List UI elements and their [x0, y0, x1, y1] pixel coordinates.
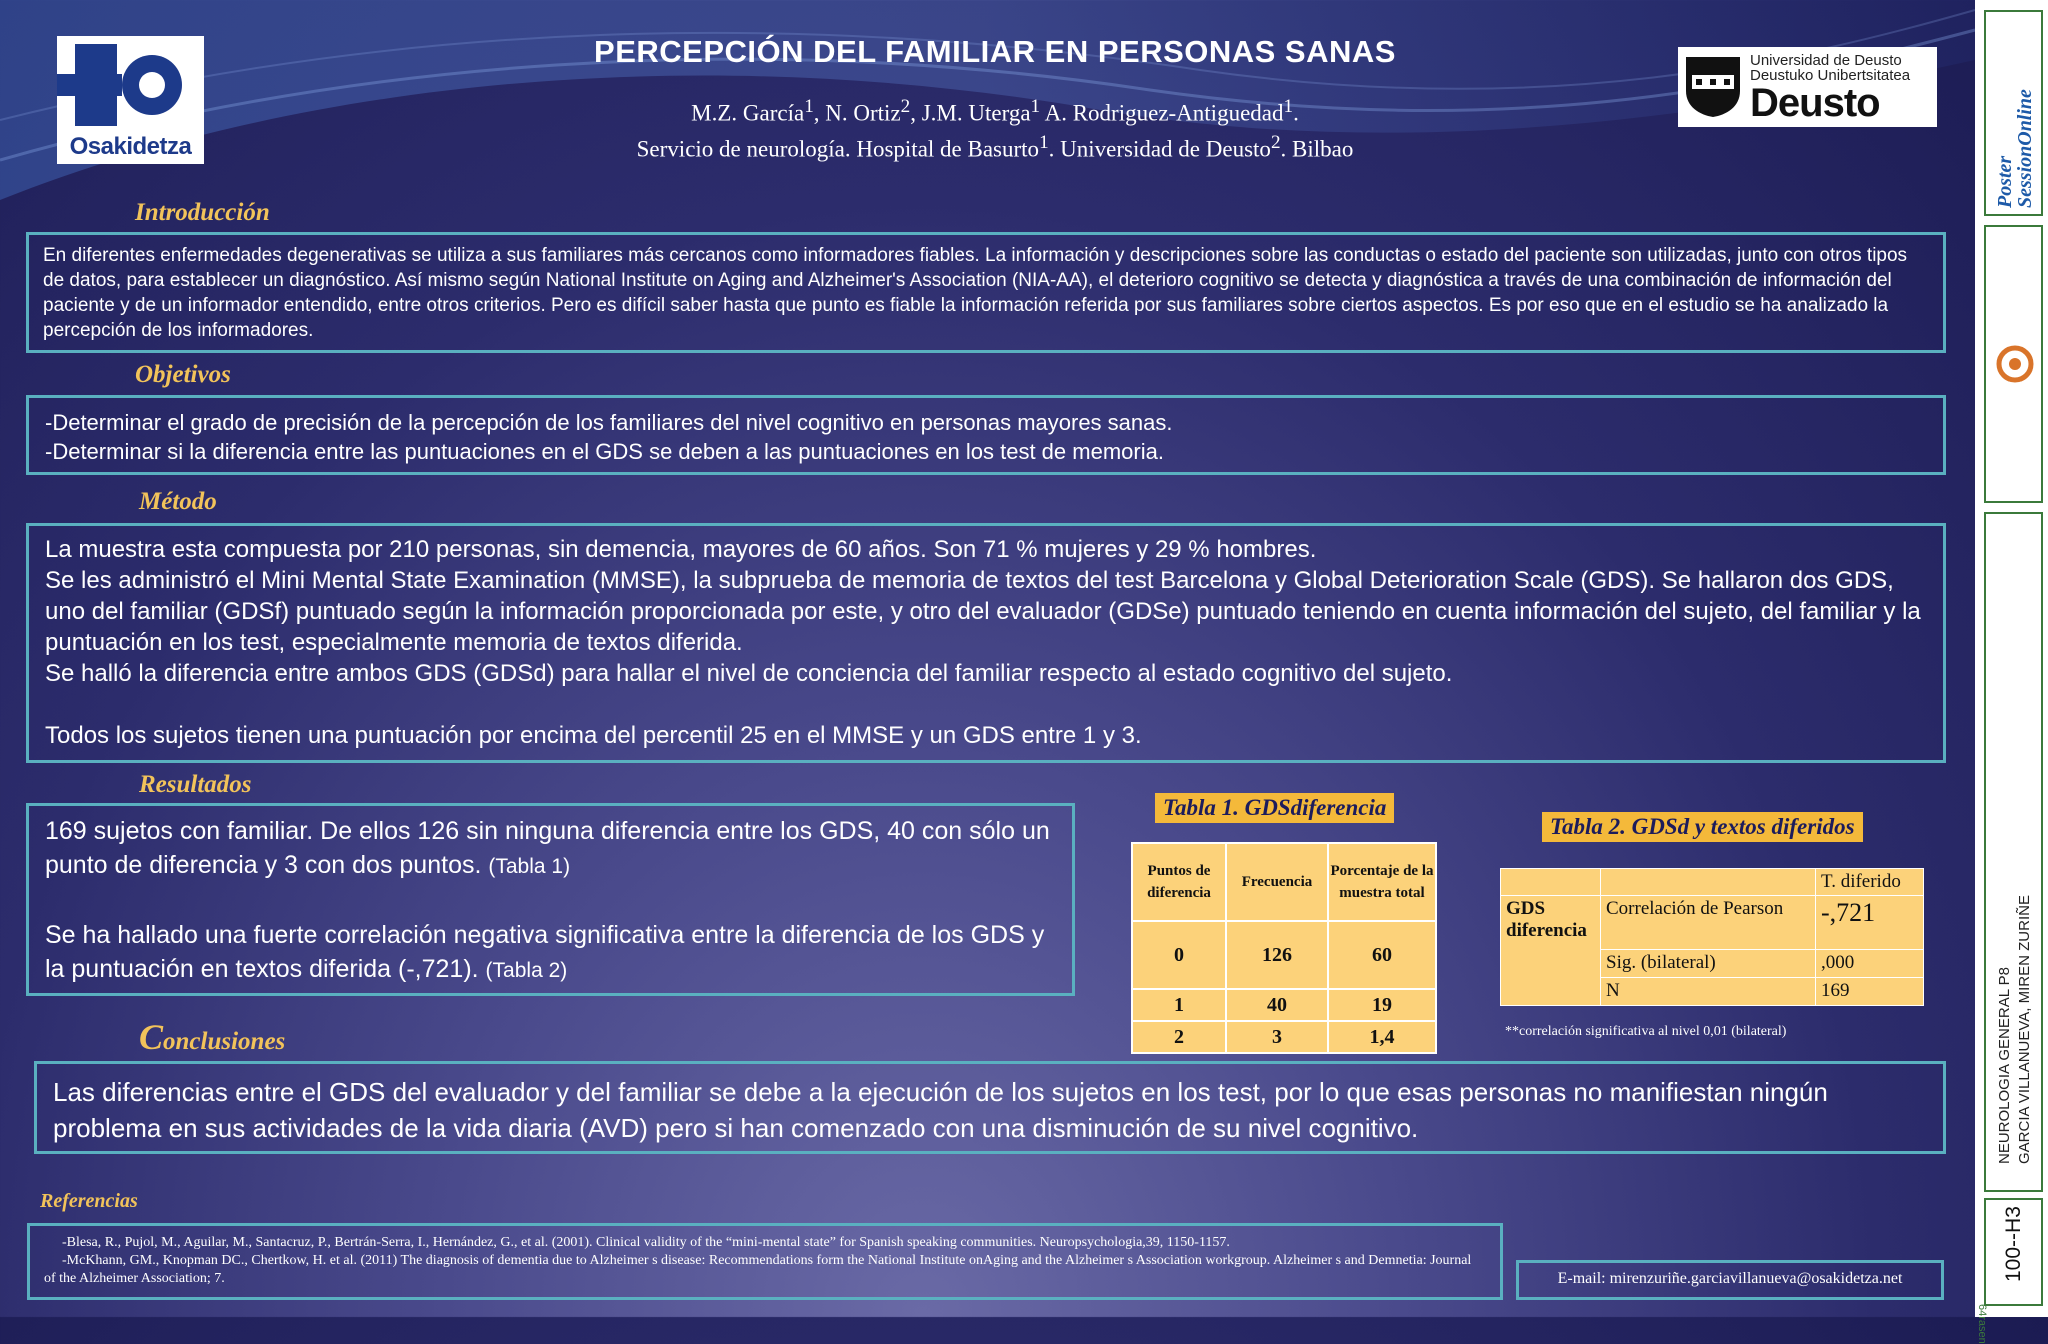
deusto-shield-icon: [1684, 55, 1742, 119]
table-header-cell: Porcentaje de la muestra total: [1328, 843, 1436, 921]
metodo-paragraph: Todos los sujetos tienen una puntuación por encima del percentil 25 en el MMSE y un GDS entre 1 y 3.: [45, 722, 1142, 749]
table-header-cell: Puntos de diferencia: [1132, 843, 1226, 921]
metodo-paragraph: La muestra esta compuesta por 210 personas, sin demencia, mayores de 60 años. Son 71 % mujeres y 29 % hombres.: [45, 536, 1317, 563]
referencia-item: -Blesa, R., Pujol, M., Aguilar, M., Santacruz, P., Bertrán-Serra, I., Hernández, G., et al. (2001). Clinical validity of the “mini-mental state” for Spanish speaking communities. Neuropsychologia,39, 1150-1157.: [62, 1235, 1230, 1250]
poster-title: PERCEPCIÓN DEL FAMILIAR EN PERSONAS SANAS: [594, 34, 1396, 69]
introduccion-text: En diferentes enfermedades degenerativas se utiliza a sus familiares más cercanos como informadores fiables. La información y descripciones sobre las conductas o estado del paciente son utilizadas, junto con otros tipos de datos, para establecer un diagnóstico. Así mismo según National Institute on Aging and Alzheimer's Association (NIA-AA), el deterioro cognitivo se detecta y diagnóstica a través de una combinación de información del paciente y de un informador entendido, entre otros criterios. Pero es difícil saber hasta que punto es fiable la información referida por sus familiares sobre ciertos aspectos. Es por eso que en el estudio se ha analizado la percepción de los informadores.: [43, 245, 1908, 341]
osakidetza-logo: [57, 36, 204, 164]
table-cell: 0: [1132, 921, 1226, 989]
resultados-paragraph: Se ha hallado una fuerte correlación negativa significativa entre la diferencia de los GDS y la puntuación en textos diferida (-,721). (Tabla 2): [45, 921, 1045, 983]
deusto-name-eu: Deustuko Unibertsitatea: [1750, 67, 1911, 84]
objetivos-heading: Objetivos: [135, 361, 231, 388]
referencia-item: -McKhann, GM., Knopman DC., Chertkow, H. et al. (2011) The diagnosis of dementia due to Alzheimer s disease: Recommendations form the National Institute onAging and the Alzheimer s Association workgroup. Alzheimer s and Demnetia: Journal of the Alzheimer Association; 7.: [44, 1253, 1472, 1286]
brand-word-session: SessionOnline: [2014, 89, 2036, 208]
sponsor-emblem-icon: [1996, 337, 2034, 391]
tabla1-caption: Tabla 1. GDSdiferencia: [1155, 793, 1394, 823]
osakidetza-name: Osakidetza: [69, 133, 192, 160]
objetivo-item: -Determinar el grado de precisión de la percepción de los familiares del nivel cognitivo en personas mayores sanas.: [45, 410, 1173, 435]
table-row: [1132, 1021, 1436, 1053]
table-cell: 60: [1328, 921, 1436, 989]
deusto-logo: [1678, 47, 1937, 127]
table-cell: 2: [1132, 1021, 1226, 1053]
email-box: [1516, 1260, 1944, 1300]
poster-code: 100--H3: [2002, 1206, 2025, 1282]
sidebar-category: NEUROLOGIA GENERAL P8: [1996, 966, 2013, 1164]
table-cell: Correlación de Pearson: [1601, 896, 1816, 950]
poster-authors: M.Z. García$^1$, N. Ortiz$^2$, J.M. Uterga$^1$ A. Rodriguez-Antiguedad$^1$.: [691, 96, 1299, 126]
metodo-box: [26, 523, 1946, 763]
poster-info-box: [1984, 512, 2043, 1192]
table-cell: 3: [1226, 1021, 1328, 1053]
tabla2-caption: Tabla 2. GDSd y textos diferidos: [1542, 812, 1863, 842]
introduccion-box: [26, 232, 1946, 353]
table-cell: N: [1601, 978, 1816, 1006]
poster-session-brand: [1984, 10, 2043, 216]
conclusiones-text: Las diferencias entre el GDS del evaluador y del familiar se debe a la ejecución de los sujetos en los test, por lo que esas personas no manifiestan ningún problema en sus actividades de la vida diaria (AVD) pero si han comenzado con una disminución de su nivel cognitivo.: [53, 1077, 1828, 1143]
deusto-name-es: Universidad de Deusto: [1750, 52, 1902, 69]
objetivos-box: [26, 395, 1946, 475]
referencias-box: [27, 1223, 1503, 1300]
tabla2: [1500, 868, 1924, 1006]
referencias-heading: Referencias: [40, 1190, 138, 1212]
table-cell: -,721: [1816, 896, 1924, 950]
resultados-paragraph: 169 sujetos con familiar. De ellos 126 sin ninguna diferencia entre los GDS, 40 con sólo un punto de diferencia y 3 con dos puntos. (Tabla 1): [45, 817, 1050, 879]
table-cell: 19: [1328, 989, 1436, 1021]
resultados-box: [26, 803, 1075, 996]
brand-word-poster: Poster: [1994, 155, 2016, 208]
table-cell: Sig. (bilateral): [1601, 950, 1816, 978]
table-row: [1501, 896, 1924, 950]
tabla2-note: **correlación significativa al nivel 0,01 (bilateral): [1505, 1024, 1787, 1039]
table-cell: ,000: [1816, 950, 1924, 978]
contact-email[interactable]: E-mail: mirenzuriñe.garciavillanueva@osakidetza.net: [1557, 1270, 1903, 1287]
poster-code-box: [1976, 1198, 2043, 1344]
conclusiones-box: [34, 1061, 1946, 1154]
metodo-heading: Método: [139, 488, 217, 515]
conclusiones-heading: Conclusiones: [139, 1017, 286, 1057]
table-row: [1132, 921, 1436, 989]
table-cell: 40: [1226, 989, 1328, 1021]
introduccion-heading: Introducción: [135, 199, 270, 226]
table-header-cell: T. diferido: [1816, 869, 1924, 896]
osakidetza-cross-icon: [57, 36, 204, 136]
metodo-paragraph: Se halló la diferencia entre ambos GDS (GDSd) para hallar el nivel de conciencia del familiar respecto al estado cognitivo del sujeto.: [45, 660, 1453, 687]
sidebar-footer: 64rasen: [1976, 1304, 1988, 1344]
sponsor-logo-box: [1984, 225, 2043, 503]
table-cell: 126: [1226, 921, 1328, 989]
table-cell: 1: [1132, 989, 1226, 1021]
deusto-wordmark: Deusto: [1750, 81, 1880, 125]
table-header-cell: Frecuencia: [1226, 843, 1328, 921]
table-row: [1132, 989, 1436, 1021]
objetivo-item: -Determinar si la diferencia entre las puntuaciones en el GDS se deben a las puntuaciones en los test de memoria.: [45, 439, 1164, 464]
resultados-heading: Resultados: [139, 771, 252, 798]
table-row-header: GDS diferencia: [1501, 896, 1601, 1006]
sidebar-authors: GARCIA VILLANUEVA, MIREN ZURIÑE: [2016, 895, 2033, 1164]
table-row: [1501, 869, 1924, 896]
poster-affiliation: Servicio de neurología. Hospital de Basurto$^1$. Universidad de Deusto$^2$. Bilbao: [636, 132, 1354, 162]
metodo-paragraph: Se les administró el Mini Mental State Examination (MMSE), la subprueba de memoria de textos del test Barcelona y Global Deterioration Scale (GDS). Se hallaron dos GDS, uno del familiar (GDSf) puntuado según la información proporcionada por este, y otro del evaluador (GDSe) puntuado teniendo en cuenta información del sujeto, del familiar y la puntuación en los test, especialmente memoria de textos diferida.: [45, 567, 1921, 656]
poster-session-sidebar: [1975, 0, 2048, 1344]
table-cell: 1,4: [1328, 1021, 1436, 1053]
tabla1: [1131, 842, 1437, 1054]
table-cell: 169: [1816, 978, 1924, 1006]
